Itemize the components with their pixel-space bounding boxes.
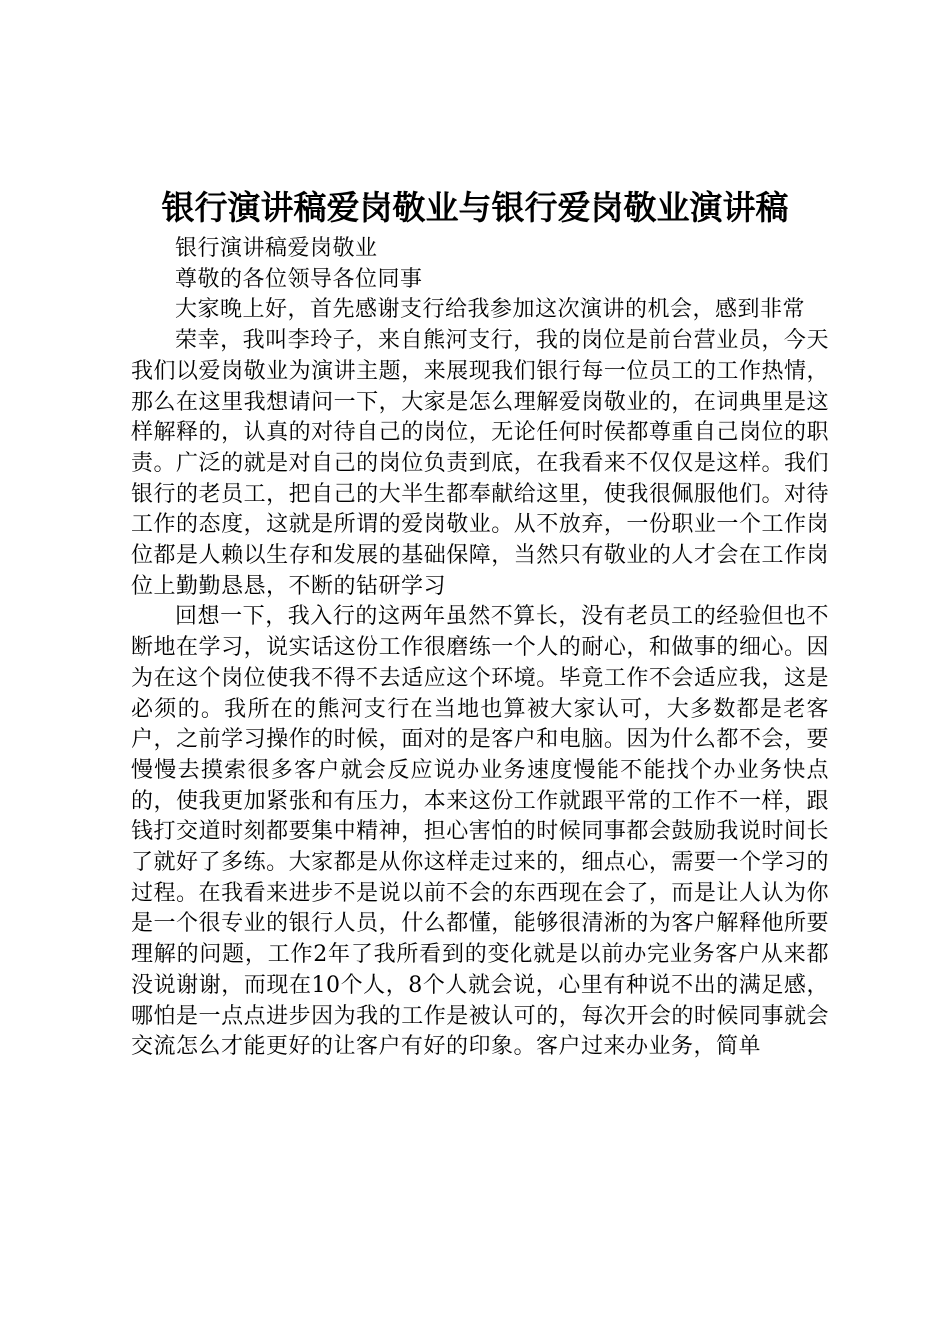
paragraph-greeting: 大家晚上好，首先感谢支行给我参加这次演讲的机会，感到非常 [175,297,806,323]
paragraph-introduction: 荣幸，我叫李玲子，来自熊河支行，我的岗位是前台营业员，今天我们以爱岗敬业为演讲主题，来展现我们银行每一位员工的工作热情，那么在这里我想请问一下，大家是怎么理解爱岗敬业的，在词典里是这样解释的，认真的对待自己的岗位，无论任何时侯都尊重自己岗位的职责。广泛的就是对自己的岗位负责到底，在我看来不仅仅是这样。我们银行的老员工，把自己的大半生都奉献给这里，使我很佩服他们。对待工作的态度，这就是所谓的爱岗敬业。从不放弃，一份职业一个工作岗位都是人赖以生存和发展的基础保障，当然只有敬业的人才会在工作岗位上勤勤恳恳，不断的钻研学习 [131,328,829,599]
paragraph-subtitle: 银行演讲稿爱岗敬业 [175,236,378,261]
document-title: 银行演讲稿爱岗敬业与银行爱岗敬业演讲稿 [161,188,789,227]
document-body [131,234,829,1063]
paragraph-experience: 回想一下，我入行的这两年虽然不算长，没有老员工的经验但也不断地在学习，说实话这份工作很磨练一个人的耐心，和做事的细心。因为在这个岗位使我不得不去适应这个环境。毕竟工作不会适应我，这是必须的。我所在的熊河支行在当地也算被大家认可，大多数都是老客户，之前学习操作的时候，面对的是客户和电脑。因为什么都不会，要慢慢去摸索很多客户就会反应说办业务速度慢能不能找个办业务快点的，使我更加紧张和有压力，本来这份工作就跟平常的工作不一样，跟钱打交道时刻都要集中精神，担心害怕的时候同事都会鼓励我说时间长了就好了多练。大家都是从你这样走过来的，细点心，需要一个学习的过程。在我看来进步不是说以前不会的东西现在会了，而是让人认为你是一个很专业的银行人员，什么都懂，能够很清淅的为客户解释他所要理解的问题，工作2年了我所看到的变化就是以前办完业务客户从来都没说谢谢，而现在10个人，8个人就会说，心里有种说不出的满足感，哪怕是一点点进步因为我的工作是被认可的，每次开会的时候同事就会交流怎么才能更好的让客户有好的印象。客户过来办业务，简单 [131,604,829,1060]
paragraph-salutation: 尊敬的各位领导各位同事 [175,266,423,292]
